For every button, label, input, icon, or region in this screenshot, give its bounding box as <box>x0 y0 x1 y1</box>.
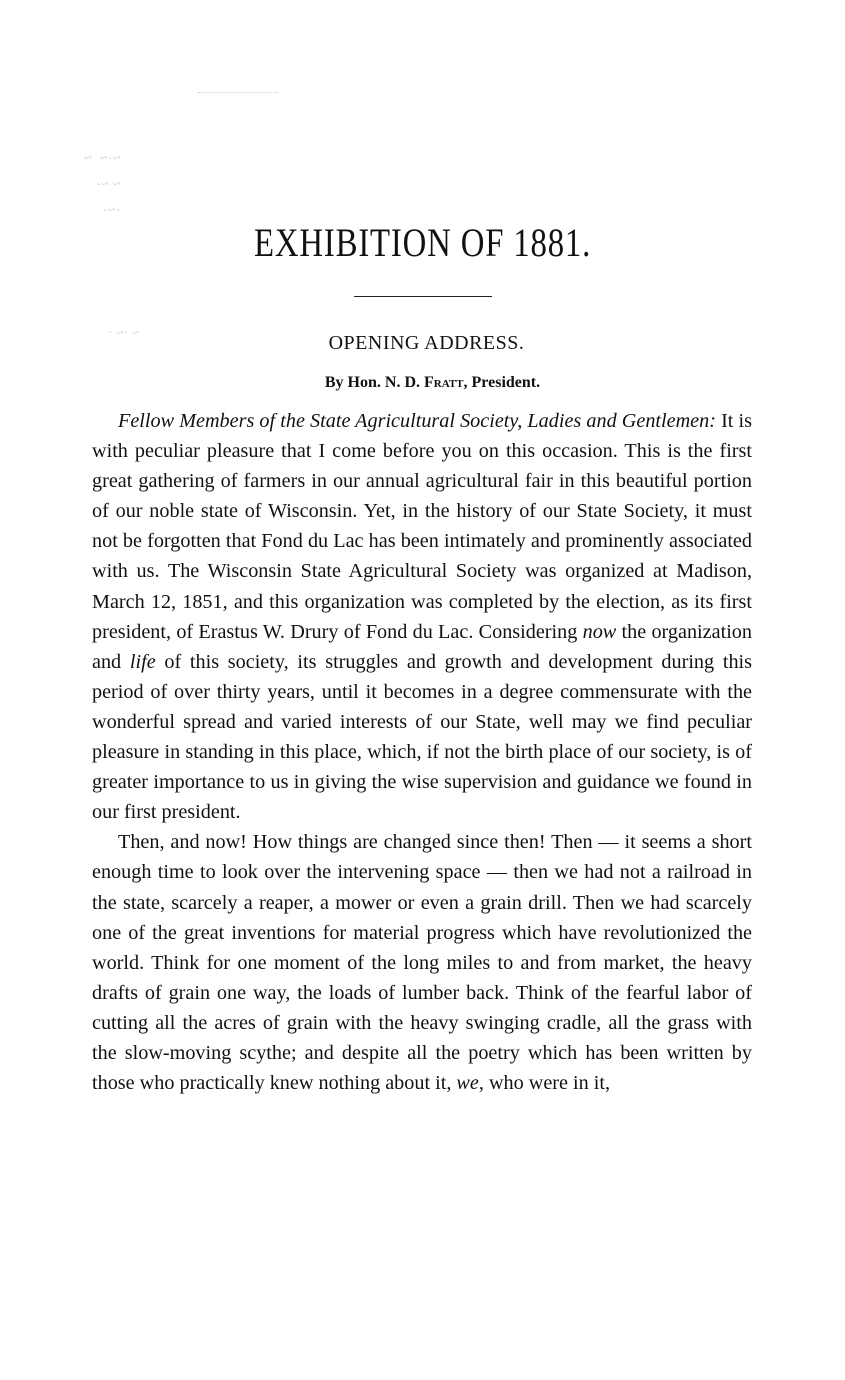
paragraph-opening <box>92 406 752 827</box>
emphasis-life: life <box>129 650 156 673</box>
section-heading: OPENING ADDRESS. <box>328 332 525 354</box>
bleed-through-mark-middle: ~ ·~ · <box>108 326 140 341</box>
byline-suffix: , President. <box>463 374 541 391</box>
paragraph-opening-text-a: It is with peculiar pleasure that I come before you on this occasion. This is the first great gathering of farmers in our annual agricultural fair in this beautiful portion of our noble state of Wisconsin. Yet, in the history of our State Society, it must not be forgotten that Fond du Lac has been intimately and prominently associated with us. The Wisconsin State Agricultural Society was organized at Madison, March 12, 1851, and this organization was completed by the election, as its first president, of Erastus W. Drury of Fond du Lac. Considering <box>92 410 753 643</box>
emphasis-now: now <box>582 620 617 643</box>
paragraph-opening-text-b: the organization and <box>92 620 752 673</box>
paragraph-then-and-now <box>92 827 752 1098</box>
salutation: Fellow Members of the State Agricultural Society, Ladies and Gentlemen: <box>118 410 716 432</box>
bleed-through-mark-top <box>198 92 278 95</box>
paragraph-opening-text-c: of this society, its struggles and growth and development during this period of over thirty years, until it becomes in a degree commensurate with the wonderful spread and varied interests of our State, well may we find peculiar pleasure in standing in this place, which, if not the birth place of our society, is of greater importance to us in giving the wise supervision and guidance we found in our first president. <box>92 650 753 824</box>
page-title: EXHIBITION OF 1881. <box>254 220 592 265</box>
body-text <box>92 406 752 1098</box>
paragraph-then-text-b: , who were in it, <box>478 1072 611 1095</box>
emphasis-we: we <box>456 1072 479 1095</box>
paragraph-then-text-a: Then, and now! How things are changed since then! Then — it seems a short enough time to look over the intervening space — then we had not a railroad in the state, scarcely a reaper, a mower or even a grain drill. Then we had scarcely one of the great inventions for material progress which have revolutionized the world. Think for one moment of the long miles to and from market, the heavy drafts of grain one way, the loads of lumber back. Think of the fearful labor of cutting all the acres of grain with the heavy swinging cradle, all the grass with the slow-moving scythe; and despite all the poetry which has been written by those who practically knew nothing about it, <box>92 831 752 1095</box>
title-divider <box>354 296 492 297</box>
byline <box>0 372 845 394</box>
byline-author-name: Fratt <box>424 374 464 391</box>
bleed-through-marks-left: ~·~ ~ ~ ~· ·~· <box>84 151 121 219</box>
byline-prefix: By Hon. N. D. <box>324 374 424 391</box>
